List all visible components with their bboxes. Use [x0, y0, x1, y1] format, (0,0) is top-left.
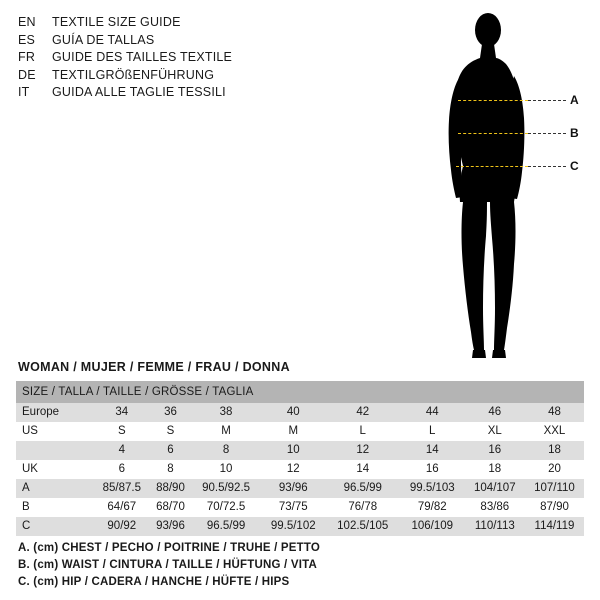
- table-cell: 42: [326, 403, 400, 422]
- table-cell: 110/113: [465, 517, 525, 536]
- row-label: A: [16, 479, 94, 498]
- waist-measure-line: [458, 133, 528, 134]
- table-header-label: SIZE / TALLA / TAILLE / GRÖSSE / TAGLIA: [16, 381, 584, 403]
- table-row: [16, 460, 584, 479]
- table-cell: 88/90: [150, 479, 192, 498]
- table-cell: 68/70: [150, 498, 192, 517]
- table-cell: 85/87.5: [94, 479, 150, 498]
- language-code: ES: [18, 32, 36, 47]
- table-cell: 14: [326, 460, 400, 479]
- table-cell: 20: [525, 460, 584, 479]
- table-cell: 83/86: [465, 498, 525, 517]
- table-cell: 18: [525, 441, 584, 460]
- language-title: TEXTILGRÖßENFÜHRUNG: [52, 67, 215, 82]
- language-title: GUIDA ALLE TAGLIE TESSILI: [52, 85, 226, 99]
- table-cell: 44: [400, 403, 465, 422]
- table-cell: XXL: [525, 422, 584, 441]
- table-cell: 8: [150, 460, 192, 479]
- table-cell: 96.5/99: [191, 517, 261, 536]
- body-figure-diagram: [430, 8, 590, 368]
- table-cell: 90.5/92.5: [191, 479, 261, 498]
- table-cell: 18: [465, 460, 525, 479]
- table-row: [16, 403, 584, 422]
- language-title-list: [18, 14, 318, 102]
- table-cell: 12: [261, 460, 326, 479]
- marker-label-a: A: [570, 93, 579, 107]
- row-label: B: [16, 498, 94, 517]
- table-cell: 8: [191, 441, 261, 460]
- table-cell: M: [191, 422, 261, 441]
- table-cell: 4: [94, 441, 150, 460]
- table-row: [16, 517, 584, 536]
- row-label: [16, 441, 94, 460]
- table-cell: 102.5/105: [326, 517, 400, 536]
- table-cell: L: [400, 422, 465, 441]
- language-code: DE: [18, 67, 36, 82]
- table-cell: 14: [400, 441, 465, 460]
- table-cell: 40: [261, 403, 326, 422]
- table-cell: 96.5/99: [326, 479, 400, 498]
- row-label: US: [16, 422, 94, 441]
- table-cell: 79/82: [400, 498, 465, 517]
- table-cell: 90/92: [94, 517, 150, 536]
- table-cell: 104/107: [465, 479, 525, 498]
- legend-item-b: B. (cm) WAIST / CINTURA / TAILLE / HÜFTUNG / VITA: [18, 559, 317, 571]
- language-title: GUÍA DE TALLAS: [52, 32, 155, 47]
- table-cell: 106/109: [400, 517, 465, 536]
- language-code: EN: [18, 15, 36, 29]
- legend-item-a: A. (cm) CHEST / PECHO / POITRINE / TRUHE / PETTO: [18, 542, 321, 554]
- table-cell: S: [94, 422, 150, 441]
- language-row: [18, 49, 318, 67]
- table-cell: 64/67: [94, 498, 150, 517]
- language-title: GUIDE DES TAILLES TEXTILE: [52, 50, 233, 64]
- hip-leader-line: [528, 166, 566, 167]
- size-table: [16, 381, 584, 536]
- table-cell: S: [150, 422, 192, 441]
- table-row: [16, 441, 584, 460]
- size-table-container: [16, 381, 584, 536]
- table-cell: 10: [261, 441, 326, 460]
- hip-measure-line: [456, 166, 528, 167]
- table-cell: 38: [191, 403, 261, 422]
- marker-label-b: B: [570, 126, 579, 140]
- table-cell: 70/72.5: [191, 498, 261, 517]
- row-label: C: [16, 517, 94, 536]
- table-cell: 87/90: [525, 498, 584, 517]
- table-cell: 114/119: [525, 517, 584, 536]
- table-cell: 99.5/102: [261, 517, 326, 536]
- language-row: [18, 14, 318, 32]
- section-title: WOMAN / MUJER / FEMME / FRAU / DONNA: [18, 360, 290, 374]
- table-cell: 107/110: [525, 479, 584, 498]
- marker-label-c: C: [570, 159, 579, 173]
- table-row: [16, 498, 584, 517]
- table-cell: M: [261, 422, 326, 441]
- table-cell: 34: [94, 403, 150, 422]
- language-row: [18, 32, 318, 50]
- table-cell: 36: [150, 403, 192, 422]
- row-label: Europe: [16, 403, 94, 422]
- language-row: [18, 67, 318, 85]
- table-cell: 12: [326, 441, 400, 460]
- table-cell: 46: [465, 403, 525, 422]
- table-row: [16, 479, 584, 498]
- table-header-row: [16, 381, 584, 403]
- chest-leader-line: [528, 100, 566, 101]
- table-cell: 48: [525, 403, 584, 422]
- legend-item-c: C. (cm) HIP / CADERA / HANCHE / HÜFTE / HIPS: [18, 576, 290, 588]
- table-cell: 6: [94, 460, 150, 479]
- language-row: [18, 84, 318, 102]
- table-cell: 73/75: [261, 498, 326, 517]
- measurement-legend: [18, 540, 578, 591]
- table-cell: 99.5/103: [400, 479, 465, 498]
- table-cell: 93/96: [150, 517, 192, 536]
- chest-measure-line: [458, 100, 528, 101]
- language-title: TEXTILE SIZE GUIDE: [52, 15, 181, 29]
- table-cell: L: [326, 422, 400, 441]
- waist-leader-line: [528, 133, 566, 134]
- language-code: FR: [18, 50, 36, 64]
- table-cell: 93/96: [261, 479, 326, 498]
- table-cell: 16: [400, 460, 465, 479]
- row-label: UK: [16, 460, 94, 479]
- table-cell: XL: [465, 422, 525, 441]
- language-code: IT: [18, 85, 30, 99]
- table-cell: 6: [150, 441, 192, 460]
- table-row: [16, 422, 584, 441]
- table-cell: 10: [191, 460, 261, 479]
- table-cell: 16: [465, 441, 525, 460]
- table-cell: 76/78: [326, 498, 400, 517]
- female-silhouette-icon: [430, 8, 590, 368]
